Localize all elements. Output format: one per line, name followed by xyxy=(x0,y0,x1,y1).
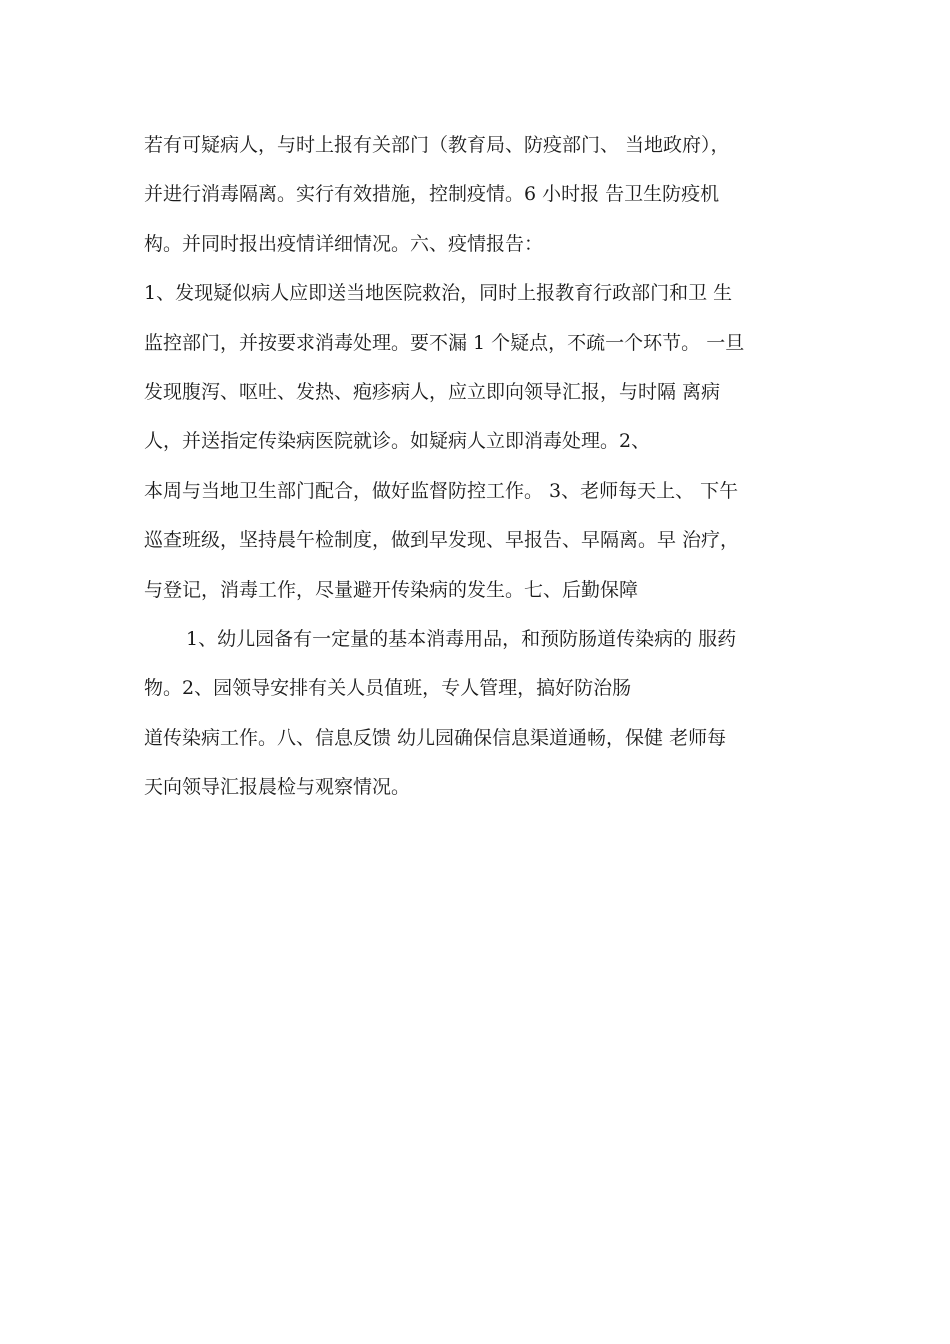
text-line: 天向领导汇报晨检与观察情况。 xyxy=(144,776,411,799)
text-line: 1、发现疑似病人应即送当地医院救治，同时上报教育行政部门和卫 生 xyxy=(144,282,733,305)
text-line: 发现腹泻、呕吐、发热、疱疹病人，应立即向领导汇报，与时隔 离病 xyxy=(144,380,721,403)
text-line: 监控部门，并按要求消毒处理。要不漏 1 个疑点，不疏一个环节。 一旦 xyxy=(144,331,745,354)
document-body xyxy=(144,126,834,817)
text-line: 1、幼儿园备有一定量的基本消毒用品，和预防肠道传染病的 服药 xyxy=(186,627,737,650)
text-line: 构。并同时报出疫情详细情况。六、疫情报告： xyxy=(144,232,544,255)
text-line: 道传染病工作。八、信息反馈 幼儿园确保信息渠道通畅，保健 老师每 xyxy=(144,726,727,749)
text-line: 人，并送指定传染病医院就诊。如疑病人立即消毒处理。2、 xyxy=(144,430,651,453)
text-line: 若有可疑病人，与时上报有关部门（教育局、防疫部门、 当地政府）， xyxy=(144,134,730,156)
text-line: 并进行消毒隔离。实行有效措施，控制疫情。6 小时报 告卫生防疫机 xyxy=(144,183,720,206)
text-line: 巡查班级，坚持晨午检制度，做到早发现、早报告、早隔离。早 治疗， xyxy=(144,529,740,552)
text-line: 与登记，消毒工作，尽量避开传染病的发生。七、后勤保障 xyxy=(144,578,639,601)
text-line: 物。2、园领导安排有关人员值班，专人管理，搞好防治肠 xyxy=(144,677,632,700)
text-line: 本周与当地卫生部门配合，做好监督防控工作。 3、老师每天上、 下午 xyxy=(144,479,739,502)
